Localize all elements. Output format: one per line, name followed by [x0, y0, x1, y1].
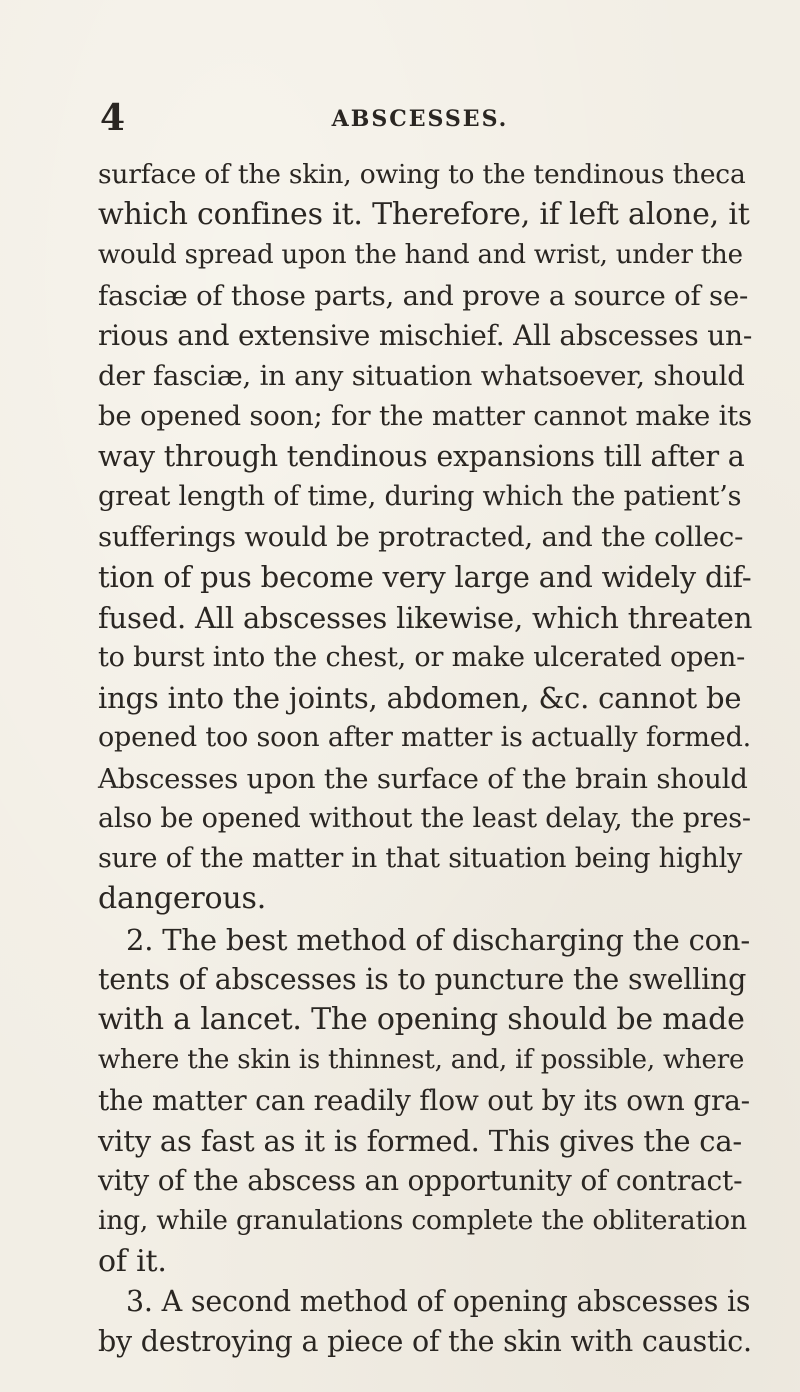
text-line: sure of the matter in that situation being highly: [98, 843, 743, 874]
text-line: 3. A second method of opening abscesses is: [126, 1285, 751, 1318]
text-line: to burst into the chest, or make ulcerated open-: [98, 642, 746, 673]
text-line: great length of time, during which the patient’s: [98, 481, 742, 512]
text-line: der fasciæ, in any situation whatsoever, should: [98, 360, 745, 392]
running-head-title: ABSCESSES.: [331, 106, 509, 132]
text-line: fused. All abscesses likewise, which threaten: [98, 601, 753, 635]
text-line: 2. The best method of discharging the con-: [126, 923, 750, 957]
text-line: vity as fast as it is formed. This gives the ca-: [98, 1124, 743, 1158]
text-line: tion of pus become very large and widely dif-: [98, 560, 752, 594]
running-head: [100, 98, 740, 138]
text-line: way through tendinous expansions till after a: [98, 440, 745, 473]
text-line: be opened soon; for the matter cannot make its: [98, 400, 752, 432]
text-line: ing, while granulations complete the obliteration: [98, 1205, 747, 1236]
text-line: the matter can readily flow out by its own gra-: [98, 1084, 750, 1117]
text-line: sufferings would be protracted, and the collec-: [98, 521, 744, 553]
text-line: vity of the abscess an opportunity of contract-: [98, 1164, 743, 1197]
text-line: of it.: [98, 1244, 167, 1279]
text-line: by destroying a piece of the skin with caustic.: [98, 1325, 752, 1358]
text-line: which confines it. Therefore, if left alone, it: [98, 197, 750, 232]
text-line: opened too soon after matter is actually formed.: [98, 722, 752, 753]
text-line: surface of the skin, owing to the tendinous theca: [98, 159, 746, 190]
text-line: would spread upon the hand and wrist, under the: [98, 240, 743, 270]
text-line: rious and extensive mischief. All abscesses un-: [98, 319, 753, 352]
text-line: where the skin is thinnest, and, if possible, where: [98, 1045, 745, 1075]
text-line: with a lancet. The opening should be made: [98, 1002, 745, 1037]
text-line: tents of abscesses is to puncture the swelling: [98, 963, 747, 996]
text-line: fasciæ of those parts, and prove a source of se-: [98, 280, 749, 312]
text-line: Abscesses upon the surface of the brain should: [98, 763, 748, 795]
text-line: dangerous.: [98, 881, 267, 916]
text-line: also be opened without the least delay, the pres-: [98, 803, 751, 834]
page-number: 4: [100, 97, 126, 139]
text-line: ings into the joints, abdomen, &c. cannot be: [98, 681, 742, 715]
